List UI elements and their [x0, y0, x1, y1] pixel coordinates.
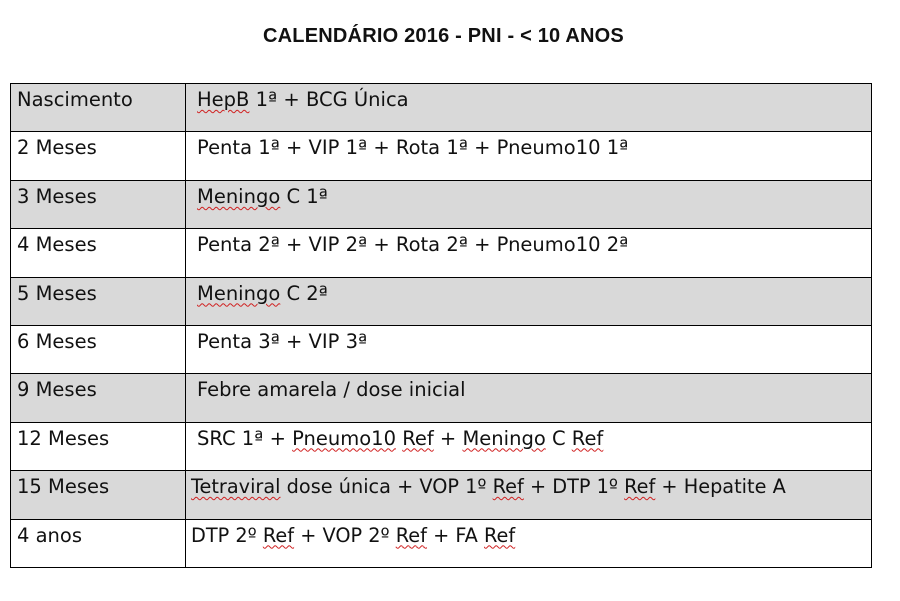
- vaccination-schedule-table: [10, 83, 872, 568]
- spellcheck-flagged-word: Ref: [484, 523, 516, 547]
- table-row: [11, 374, 872, 422]
- spellcheck-flagged-word: Ref: [624, 475, 656, 499]
- spellcheck-flagged-word: Ref: [571, 426, 604, 450]
- table-row: [11, 229, 872, 277]
- age-cell: 2 Meses: [11, 132, 186, 180]
- spellcheck-flagged-word: Meningo: [197, 184, 281, 208]
- vaccines-cell: Febre amarela / dose inicial: [186, 374, 872, 422]
- age-cell: 4 Meses: [11, 229, 186, 277]
- spellcheck-flagged-word: Ref: [395, 523, 427, 547]
- table-row: [11, 277, 872, 325]
- age-cell: 3 Meses: [11, 180, 186, 228]
- age-cell: 5 Meses: [11, 277, 186, 325]
- table-row: [11, 84, 872, 132]
- table-row: [11, 519, 872, 567]
- vaccines-cell: DTP 2º Ref + VOP 2º Ref + FA Ref: [186, 519, 872, 567]
- vaccines-cell: Meningo C 2ª: [186, 277, 872, 325]
- spellcheck-flagged-word: Pneumo10: [292, 426, 396, 450]
- table-row: [11, 325, 872, 373]
- vaccines-cell: Tetraviral dose única + VOP 1º Ref + DTP 1º Ref + Hepatite A: [186, 471, 872, 519]
- spellcheck-flagged-word: Ref: [492, 475, 524, 499]
- vaccines-cell: HepB 1ª + BCG Única: [186, 84, 872, 132]
- age-cell: 15 Meses: [11, 471, 186, 519]
- spellcheck-flagged-word: Ref: [402, 426, 434, 450]
- spellcheck-flagged-word: Meningo: [197, 281, 281, 305]
- vaccines-cell: Penta 1ª + VIP 1ª + Rota 1ª + Pneumo10 1ª: [186, 132, 872, 180]
- age-cell: Nascimento: [11, 84, 186, 132]
- age-cell: 12 Meses: [11, 422, 186, 470]
- vaccines-cell: Penta 3ª + VIP 3ª: [186, 325, 872, 373]
- age-cell: 4 anos: [11, 519, 186, 567]
- vaccines-cell: Meningo C 1ª: [186, 180, 872, 228]
- document-title: CALENDÁRIO 2016 - PNI - < 10 ANOS: [263, 25, 624, 47]
- table-row: [11, 132, 872, 180]
- spellcheck-flagged-word: HepB: [197, 88, 250, 111]
- table-row: [11, 422, 872, 470]
- vaccines-cell: Penta 2ª + VIP 2ª + Rota 2ª + Pneumo10 2ª: [186, 229, 872, 277]
- spellcheck-flagged-word: Meningo: [462, 426, 546, 450]
- age-cell: 6 Meses: [11, 325, 186, 373]
- age-cell: 9 Meses: [11, 374, 186, 422]
- spellcheck-flagged-word: Ref: [262, 523, 295, 547]
- table-row: [11, 180, 872, 228]
- table-row: [11, 471, 872, 519]
- vaccines-cell: SRC 1ª + Pneumo10 Ref + Meningo C Ref: [186, 422, 872, 470]
- spellcheck-flagged-word: Tetraviral: [191, 475, 281, 499]
